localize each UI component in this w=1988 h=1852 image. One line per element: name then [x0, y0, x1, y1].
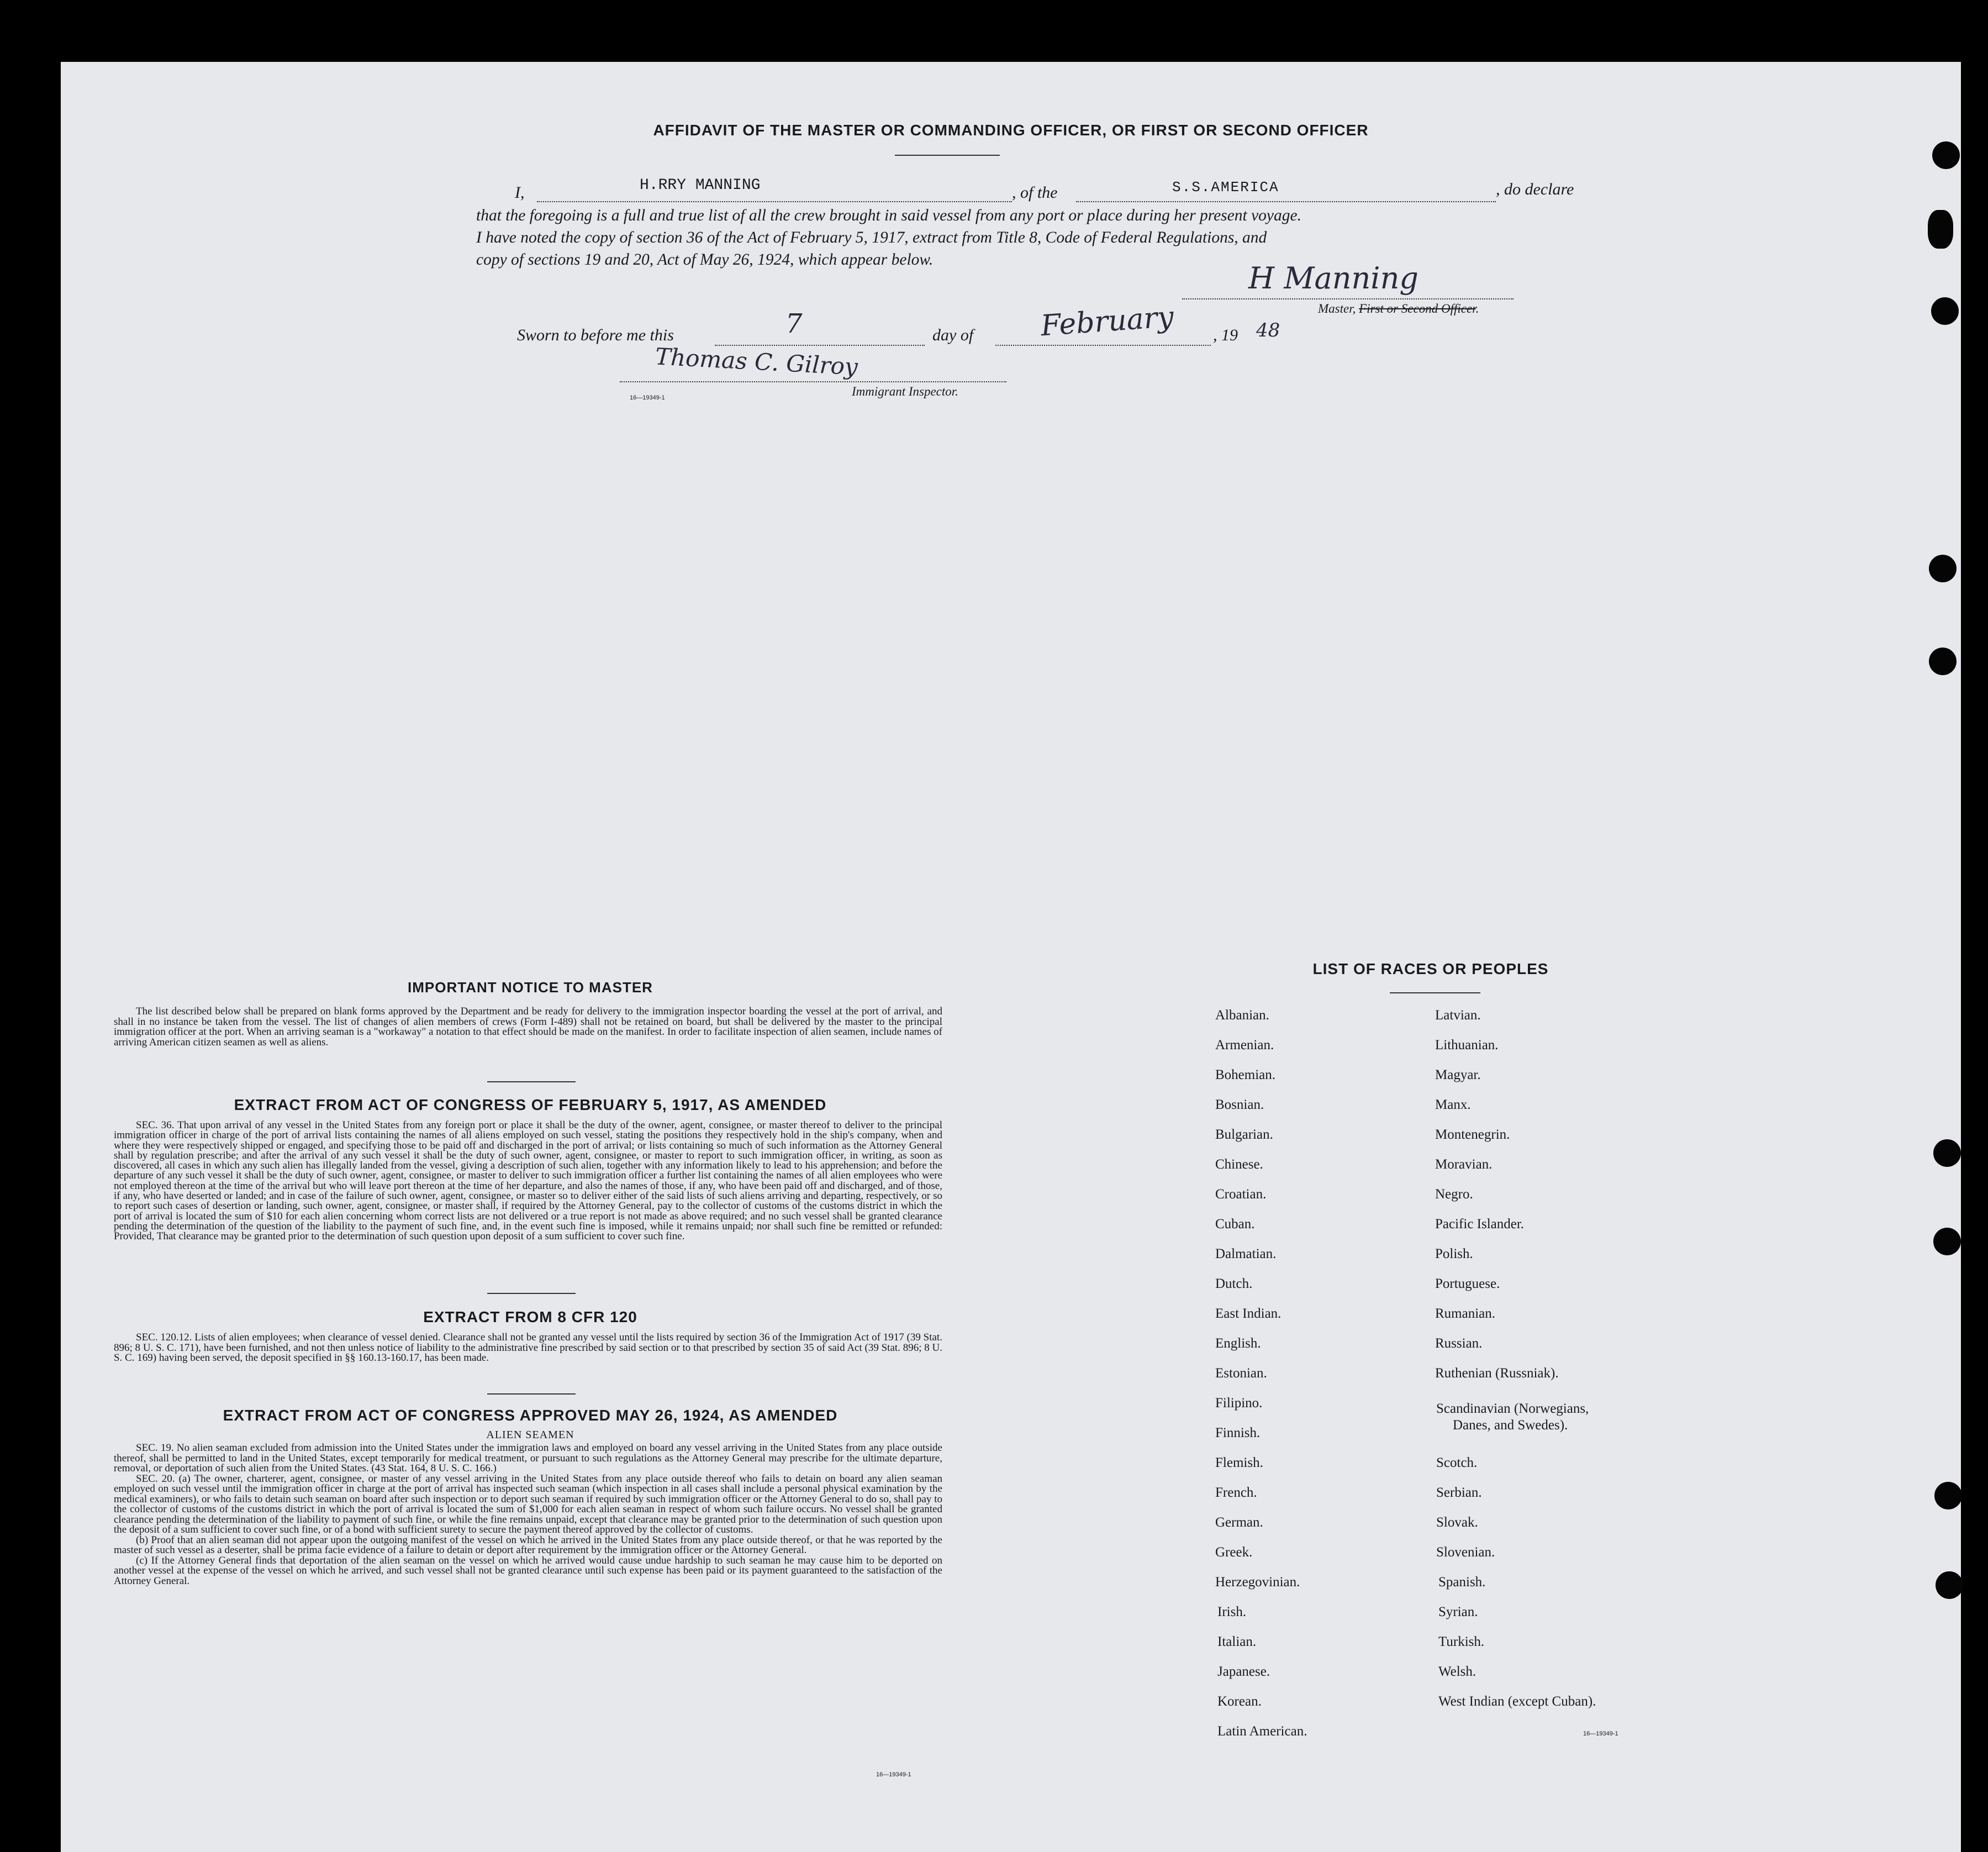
sworn-label: Sworn to before me this: [517, 326, 674, 344]
affidavit-line-3: I have noted the copy of section 36 of the Act of February 5, 1917, extract from Title 8, Code of Federal Regulations, and: [476, 229, 1267, 246]
punch-hole: [1933, 1139, 1961, 1167]
punch-hole: [1929, 555, 1957, 582]
race-item: Russian.: [1435, 1336, 1483, 1351]
race-item: Finnish.: [1215, 1425, 1261, 1440]
affidavit-form-number: 16—19349-1: [630, 394, 665, 401]
master-signature-line: [1182, 298, 1514, 299]
affidavit-i-label: I,: [515, 183, 525, 202]
month-line: [995, 345, 1211, 346]
extract-1917-divider: [487, 1293, 576, 1294]
document-page: [61, 62, 1961, 1852]
extract-1917-title: EXTRACT FROM ACT OF CONGRESS OF FEBRUARY 5, 1917, AS AMENDED: [234, 1096, 827, 1113]
race-item: Ruthenian (Russniak).: [1435, 1366, 1559, 1381]
race-item: Croatian.: [1215, 1187, 1267, 1202]
race-item: Turkish.: [1438, 1634, 1485, 1649]
extract-1924-subtitle: ALIEN SEAMEN: [486, 1429, 574, 1441]
race-item: Filipino.: [1215, 1396, 1263, 1411]
sec-20b: (b) Proof that an alien seaman did not appear upon the outgoing manifest of the vessel on which he arrived in the United States from any place outside thereof, or that he was reported by the master of such vessel as a deserter, shall be prima facie evidence of a failure to detain or deport after requirement by the immigration officer or the Attorney General.: [114, 1534, 942, 1556]
race-item: Bohemian.: [1215, 1067, 1276, 1082]
races-underline: [1390, 992, 1480, 993]
notice-divider: [487, 1081, 576, 1082]
races-form-number: 16—19349-1: [1583, 1730, 1618, 1737]
vessel-name: S.S.AMERICA: [1172, 179, 1279, 196]
race-item: Lithuanian.: [1435, 1038, 1499, 1053]
race-item: Slovenian.: [1436, 1545, 1495, 1560]
punch-hole: [1932, 141, 1960, 169]
race-item: Japanese.: [1217, 1664, 1270, 1679]
race-item: Chinese.: [1215, 1157, 1263, 1172]
master-caption-strike: First or Second Officer: [1359, 302, 1476, 315]
race-item: Bosnian.: [1215, 1097, 1264, 1112]
race-item: Dutch.: [1215, 1276, 1253, 1291]
master-signature: H Manning: [1248, 261, 1419, 296]
race-item: German.: [1215, 1515, 1263, 1530]
inspector-caption: Immigrant Inspector.: [852, 385, 958, 398]
notice-body: The list described below shall be prepared on blank forms approved by the Department and be ready for delivery to the immigration inspector boarding the vessel at the port of arrival, and shall in no instance be taken from the vessel. The list of changes of alien members of crews (Form I-489) shall not be retained on board, but shall be delivered by the master to the principal immigration officer at the port. When an arriving seaman is a "workaway" a notation to that effect should be made on the manifest. In order to facilitate inspection of alien seamen, include names of arriving American citizen seamen as well as aliens.: [114, 1006, 942, 1048]
race-item: Negro.: [1435, 1187, 1473, 1202]
race-item: East Indian.: [1215, 1306, 1282, 1321]
race-item: Scotch.: [1436, 1455, 1478, 1470]
race-item: Magyar.: [1435, 1067, 1481, 1082]
race-item: West Indian (except Cuban).: [1438, 1694, 1596, 1709]
year-value: 48: [1256, 319, 1280, 341]
extract-cfr-title: EXTRACT FROM 8 CFR 120: [423, 1308, 637, 1325]
title-underline: [895, 155, 1000, 156]
master-caption-title: Master,: [1318, 302, 1356, 315]
race-item: Dalmatian.: [1215, 1246, 1277, 1261]
race-item: English.: [1215, 1336, 1261, 1351]
vessel-line: [1076, 201, 1496, 202]
extract-cfr-body: SEC. 120.12. Lists of alien employees; when clearance of vessel denied. Clearance shall not be granted any vessel until the lists required by section 36 of the Immigration Act of 1917 (39 Stat. 896; 8 U. S. C. 171), have been furnished, and not then unless notice of liability to the administrative fine prescribed by said section or to that prescribed by section 35 of said Act (39 Stat. 896; 8 U. S. C. 169) having been served, the deposit specified in §§ 160.13-160.17, has been made.: [114, 1332, 942, 1364]
race-item: Rumanian.: [1435, 1306, 1496, 1321]
affidavit-line-4: copy of sections 19 and 20, Act of May 26, 1924, which appear below.: [476, 251, 934, 269]
race-item: Welsh.: [1438, 1664, 1477, 1679]
master-caption-end: .: [1475, 302, 1479, 315]
day-line: [715, 345, 925, 346]
master-caption: [1318, 302, 1479, 316]
race-item: Armenian.: [1215, 1038, 1274, 1053]
race-item: Pacific Islander.: [1435, 1217, 1525, 1232]
race-item: Portuguese.: [1435, 1276, 1500, 1291]
race-item: Polish.: [1435, 1246, 1473, 1261]
of-the-label: , of the: [1012, 183, 1058, 202]
race-item: Korean.: [1217, 1694, 1262, 1709]
inspector-signature: Thomas C. Gilroy: [654, 343, 858, 381]
punch-hole: [1931, 297, 1959, 325]
race-item: Danes, and Swedes).: [1453, 1418, 1568, 1433]
race-item: Spanish.: [1438, 1575, 1486, 1590]
race-item: Manx.: [1435, 1097, 1471, 1112]
affidavit-line-2: that the foregoing is a full and true list of all the crew brought in said vessel from any port or place during her present voyage.: [476, 207, 1301, 224]
race-item: Bulgarian.: [1215, 1127, 1273, 1142]
inspector-signature-line: [620, 381, 1006, 382]
sec-19: SEC. 19. No alien seaman excluded from admission into the United States under the immigration laws and employed on board any vessel arriving in the United States from any place outside thereof, shall be permitted to land in the United States, except temporarily for medical treatment, or pursuant to such regulations as the Attorney General may prescribe for the ultimate departure, removal, or deportation of such alien from the United States. (43 Stat. 164, 8 U. S. C. 166.): [114, 1442, 942, 1474]
race-item: Serbian.: [1436, 1485, 1482, 1500]
master-name: H.RRY MANNING: [640, 177, 761, 194]
day-value: 7: [785, 308, 803, 339]
punch-hole: [1933, 1228, 1961, 1255]
race-item: Flemish.: [1215, 1455, 1263, 1470]
race-item: Irish.: [1217, 1604, 1247, 1619]
extract-1924-title: EXTRACT FROM ACT OF CONGRESS APPROVED MAY 26, 1924, AS AMENDED: [223, 1407, 838, 1424]
race-item: Latvian.: [1435, 1008, 1481, 1023]
race-item: Cuban.: [1215, 1217, 1255, 1232]
punch-hole: [1936, 1571, 1963, 1599]
race-item: Scandinavian (Norwegians,: [1436, 1401, 1589, 1416]
extract-1924-body: [114, 1443, 942, 1586]
affidavit-title: AFFIDAVIT OF THE MASTER OR COMMANDING OFFICER, OR FIRST OR SECOND OFFICER: [653, 122, 1369, 139]
race-item: Italian.: [1217, 1634, 1257, 1649]
race-item: French.: [1215, 1485, 1257, 1500]
master-name-line: [537, 201, 1012, 202]
race-item: Greek.: [1215, 1545, 1253, 1560]
sec-20a: SEC. 20. (a) The owner, charterer, agent, consignee, or master of any vessel arriving in the United States from any place outside thereof who fails to detain on board any alien seaman employed on such vessel until the immigration officer in charge at the port of arrival has inspected such seaman (which inspection in all cases shall include a personal physical examination by the medical examiners), or who fails to detain such seaman on board after such inspection or to deport such seaman if required by such immigration officer or the Attorney General to do so, shall pay to the collector of customs of the customs district in which the port of arrival is located the sum of $1,000 for each alien seaman in respect of whom such failure occurs. No vessel shall be granted clearance pending the determination of the liability to payment of such fine, or while the fine remains unpaid, except that clearance may be granted prior to the determination of such question upon the deposit of a sum sufficient to cover such fine, or of a bond with sufficient surety to secure the payment thereof approved by the collector of customs.: [114, 1472, 942, 1535]
race-item: Slovak.: [1436, 1515, 1478, 1530]
race-item: Syrian.: [1438, 1604, 1478, 1619]
month-value: February: [1040, 300, 1175, 343]
do-declare-label: , do declare: [1496, 180, 1574, 198]
races-title: LIST OF RACES OR PEOPLES: [1312, 960, 1549, 977]
race-item: Moravian.: [1435, 1157, 1493, 1172]
punch-hole: [1934, 1482, 1962, 1509]
extract-1924-form-number: 16—19349-1: [876, 1771, 911, 1778]
punch-hole: [1929, 648, 1957, 675]
extract-cfr-divider: [487, 1393, 576, 1395]
race-item: Montenegrin.: [1435, 1127, 1510, 1142]
punch-hole: [1928, 210, 1953, 249]
race-item: Herzegovinian.: [1215, 1575, 1300, 1590]
extract-1917-body: SEC. 36. That upon arrival of any vessel in the United States from any foreign port or place it shall be the duty of the owner, agent, consignee, or master thereof to deliver to the principal immigration officer in charge of the port of arrival lists containing the names of all aliens employed on such vessel, stating the positions they respectively hold in the ship's company, when and where they were respectively shipped or engaged, and specifying those to be paid off and discharged in the port of arrival; or lists containing so much of such information as the Attorney General shall by regulation prescribe; and after the arrival of any such vessel it shall be the duty of such owner, agent, consignee, or master to report to such immigration officer, in writing, as soon as discovered, all cases in which any such alien has illegally landed from the vessel, giving a description of such alien, together with any information likely to lead to his apprehension; and before the departure of any such vessel it shall be the duty of such owner, agent, consignee, or master to deliver to such immigration officer a further list containing the names of all alien employees who were not employed thereon at the time of the arrival but who will leave port thereon at the time of her departure, and also the names of those, if any, who have been paid off and discharged, and of those, if any, who have deserted or landed; and in case of the failure of such owner, agent, consignee, or master so to deliver either of the said lists of such aliens arriving and departing, respectively, or so to report such cases of desertion or landing, such owner, agent, consignee, or master shall, if required by the Attorney General, pay to the collector of customs of the customs district in which the port of arrival is located the sum of $10 for each alien concerning whom correct lists are not delivered or a true report is not made as above required; and no such vessel shall be granted clearance pending the determination of the question of the liability to the payment of such fine, and, in the event such fine is imposed, while it remains unpaid; nor shall such fine be remitted or refunded: Provided, That clearance may be granted prior to the determination of such question upon deposit of a sum sufficient to cover such fine.: [114, 1119, 942, 1243]
day-of-label: day of: [932, 326, 974, 344]
race-item: Estonian.: [1215, 1366, 1267, 1381]
sec-20c: (c) If the Attorney General finds that deportation of the alien seaman on the vessel on which he arrived would cause undue hardship to such seaman he may cause him to be deported on another vessel at the expense of the vessel on which he arrived, and such vessel shall not be granted clearance until such expense has been paid or its payment guaranteed to the satisfaction of the Attorney General.: [114, 1554, 942, 1587]
notice-title: IMPORTANT NOTICE TO MASTER: [408, 979, 653, 996]
race-item: Albanian.: [1215, 1008, 1269, 1023]
year-prefix: , 19: [1213, 326, 1238, 344]
race-item: Latin American.: [1217, 1724, 1307, 1739]
